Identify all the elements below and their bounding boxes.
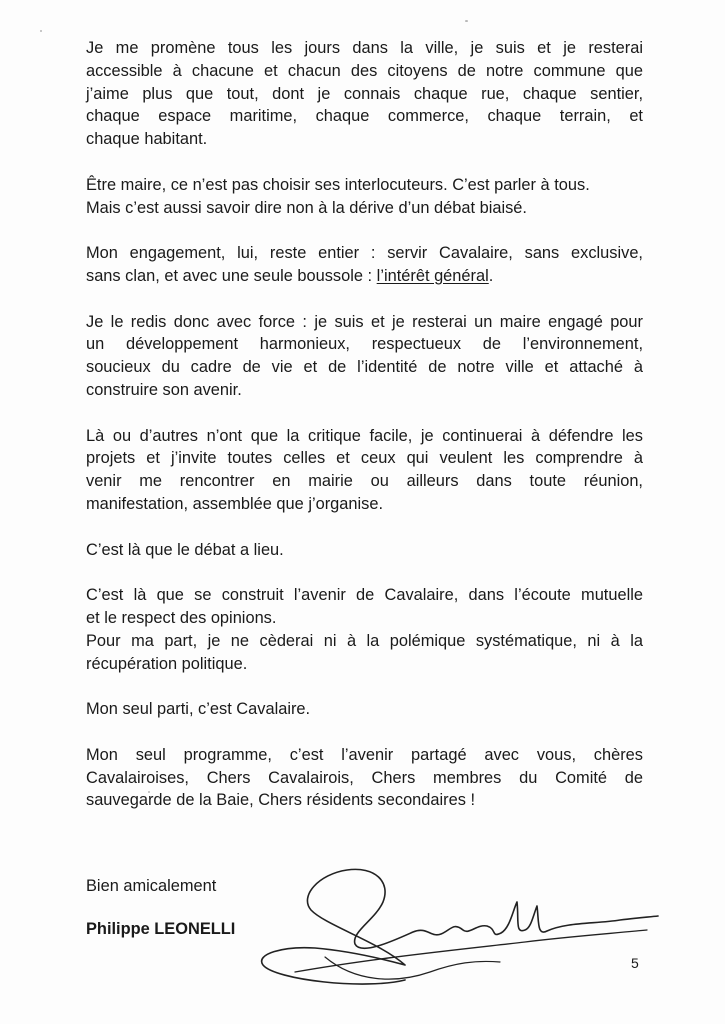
text-line: Pour ma part, je ne cèderai ni à la polémique systématique, ni à la [86,631,643,650]
text-line: sauvegarde de la Baie, Chers résidents secondaires ! [86,791,476,810]
paragraph-promenade [86,37,643,151]
text-line: accessible à chacune et chacun des citoyens de notre commune que [86,61,643,80]
scan-speck [40,30,42,32]
text-line: Mon seul parti, c’est Cavalaire. [86,700,311,719]
handwritten-signature [255,862,660,997]
text-line: un développement harmonieux, respectueux de l’environnement, [86,335,643,354]
page-number: 5 [631,955,639,971]
text-line: Être maire, ce n’est pas choisir ses interlocuteurs. C’est parler à tous. [86,175,590,194]
text-line: Là ou d’autres n’ont que la critique facile, je continuerai à défendre les [86,426,643,445]
paragraph-debat [86,539,643,562]
text-line: Mais c’est aussi savoir dire non à la dérive d’un débat biaisé. [86,198,527,217]
scan-speck [465,20,468,22]
text-line: C’est là que se construit l’avenir de Cavalaire, dans l’écoute mutuelle [86,586,643,605]
paragraph-force [86,311,643,402]
text-segment: sans clan, et avec une seule boussole : [86,266,377,285]
text-line: j’aime plus que tout, dont je connais chaque rue, chaque sentier, [86,84,643,103]
text-line: Cavalairoises, Chers Cavalairois, Chers membres du Comité de [86,768,643,787]
text-line: récupération politique. [86,654,248,673]
paragraph-parti [86,698,643,721]
signatory-name: Philippe LEONELLI [86,920,236,938]
signature-main-loop [262,869,658,984]
text-line: venir me rencontrer en mairie ou ailleurs dans toute réunion, [86,472,643,491]
underlined-text: l’intérêt général [376,266,489,285]
paragraph-programme [86,744,643,812]
text-line: et le respect des opinions. [86,608,277,627]
signature-underline [295,930,647,972]
paragraph-critique [86,425,643,516]
paragraph-etre-maire [86,174,643,220]
text-line: Mon seul programme, c’est l’avenir partagé avec vous, chères [86,745,643,764]
text-line: Je me promène tous les jours dans la ville, je suis et je resterai [86,39,643,57]
signature-flourish [325,957,500,979]
text-line: manifestation, assemblée que j’organise. [86,494,384,513]
paragraph-avenir [86,584,643,675]
text-line: projets et j’invite toutes celles et ceux qui veulent les comprendre à [86,449,643,468]
text-line: chaque espace maritime, chaque commerce, chaque terrain, et [86,107,643,126]
letter-body [86,37,643,835]
text-line: C’est là que le débat a lieu. [86,540,284,559]
text-line: soucieux du cadre de vie et de l’identité de notre ville et attaché à [86,358,643,377]
text-line: construire son avenir. [86,380,242,399]
closing-salutation: Bien amicalement [86,877,217,895]
text-line: chaque habitant. [86,130,208,149]
text-line: Je le redis donc avec force : je suis et je resterai un maire engagé pour [86,312,643,331]
text-segment: . [488,266,494,285]
paragraph-engagement [86,242,643,288]
text-line: Mon engagement, lui, reste entier : servir Cavalaire, sans exclusive, [86,244,643,263]
text-line-with-underline [86,265,643,288]
